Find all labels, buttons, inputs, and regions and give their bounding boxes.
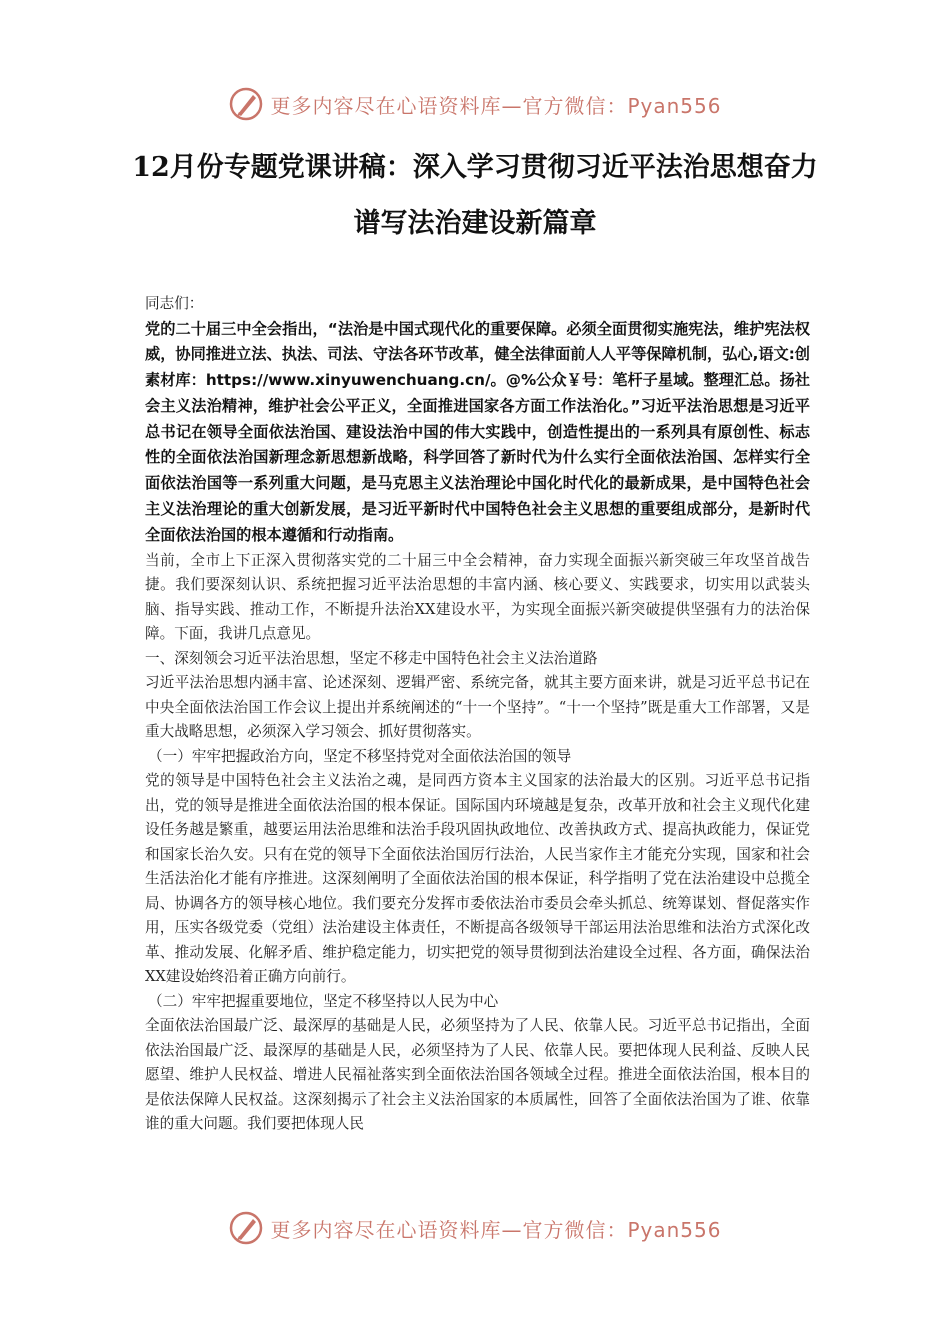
intro-paragraph: 党的二十届三中全会指出，“法治是中国式现代化的重要保障。必须全面贯彻实施宪法，维护宪法权威，协同推进立法、执法、司法、守法各环节改革，健全法律面前人人平等保障机制，弘心,语文:创素材库：https://www.xinyuwenchuang.cn/。@%公众￥号：笔杆子星域。整理汇总。扬社会主义法治精神，维护社会公平正义，全面推进国家各方面工作法治化。”习近平法治思想是习近平总书记在领导全面依法治国、建设法治中国的伟大实践中，创造性提出的一系列具有原创性、标志性的全面依法治国新理念新思想新战略，科学回答了新时代为什么实行全面依法治国、怎样实行全面依法治国等一系列重大问题，是马克思主义法治理论中国化时代化的最新成果，是中国特色社会主义法治理论的重大创新发展，是习近平新时代中国特色社会主义思想的重要组成部分，是新时代全面依法治国的根本遵循和行动指南。 — [145, 319, 810, 544]
subsection-1-heading: （一）牢牢把握政治方向，坚定不移坚持党对全面依法治国的领导 — [148, 747, 572, 765]
header-watermark-banner — [0, 84, 950, 124]
fountain-pen-logo-icon — [228, 1210, 264, 1246]
subsection-2-heading: （二）牢牢把握重要地位，坚定不移坚持以人民为中心 — [148, 992, 499, 1010]
subsection-2-paragraph: 全面依法治国最广泛、最深厚的基础是人民，必须坚持为了人民、依靠人民。习近平总书记指出，全面依法治国最广泛、最深厚的基础是人民，必须坚持为了人民、依靠人民。要把体现人民利益、反映人民愿望、维护人民权益、增进人民福祉落实到全面依法治国各领域全过程。推进全面依法治国，根本目的是依法保障人民权益。这深刻揭示了社会主义法治国家的本质属性，回答了全面依法治国为了谁、依靠谁的重大问题。我们要把体现人民 — [145, 1017, 810, 1133]
section-1-heading: 一、深刻领会习近平法治思想，坚定不移走中国特色社会主义法治道路 — [145, 649, 598, 667]
greeting: 同志们： — [145, 295, 204, 312]
subsection-1-paragraph: 党的领导是中国特色社会主义法治之魂，是同西方资本主义国家的法治最大的区别。习近平总书记指出，党的领导是推进全面依法治国的根本保证。国际国内环境越是复杂，改革开放和社会主义现代化建设任务越是繁重，越要运用法治思维和法治手段巩固执政地位、改善执政方式、提高执政能力，保证党和国家长治久安。只有在党的领导下全面依法治国厉行法治，人民当家作主才能充分实现，国家和社会生活法治化才能有序推进。这深刻阐明了全面依法治国的根本保证，科学指明了党在法治建设中总揽全局、协调各方的领导核心地位。我们要充分发挥市委依法治市委员会牵头抓总、统筹谋划、督促落实作用，压实各级党委（党组）法治建设主体责任，不断提高各级领导干部运用法治思维和法治方式深化改革、推动发展、化解矛盾、维护稳定能力，切实把党的领导贯彻到法治建设全过程、各方面，确保法治XX建设始终沿着正确方向前行。 — [145, 772, 810, 986]
document-body — [145, 292, 810, 1137]
current-situation-paragraph: 当前，全市上下正深入贯彻落实党的二十届三中全会精神，奋力实现全面振兴新突破三年攻坚首战告捷。我们要深刻认识、系统把握习近平法治思想的丰富内涵、核心要义、实践要求，切实用以武装头脑、指导实践、推动工作，不断提升法治XX建设水平，为实现全面振兴新突破提供坚强有力的法治保障。下面，我讲几点意见。 — [145, 551, 810, 643]
section-1-paragraph: 习近平法治思想内涵丰富、论述深刻、逻辑严密、系统完备，就其主要方面来讲，就是习近平总书记在中央全面依法治国工作会议上提出并系统阐述的“十一个坚持”。“十一个坚持”既是重大工作部署，又是重大战略思想，必须深入学习领会、抓好贯彻落实。 — [145, 674, 810, 741]
footer-watermark-banner — [0, 1208, 950, 1248]
watermark-text: 更多内容尽在心语资料库—官方微信：Pyan556 — [270, 93, 722, 118]
fountain-pen-logo-icon — [228, 86, 264, 122]
watermark-text: 更多内容尽在心语资料库—官方微信：Pyan556 — [270, 1217, 722, 1242]
document-title: 12月份专题党课讲稿：深入学习贯彻习近平法治思想奋力谱写法治建设新篇章 — [132, 152, 818, 239]
